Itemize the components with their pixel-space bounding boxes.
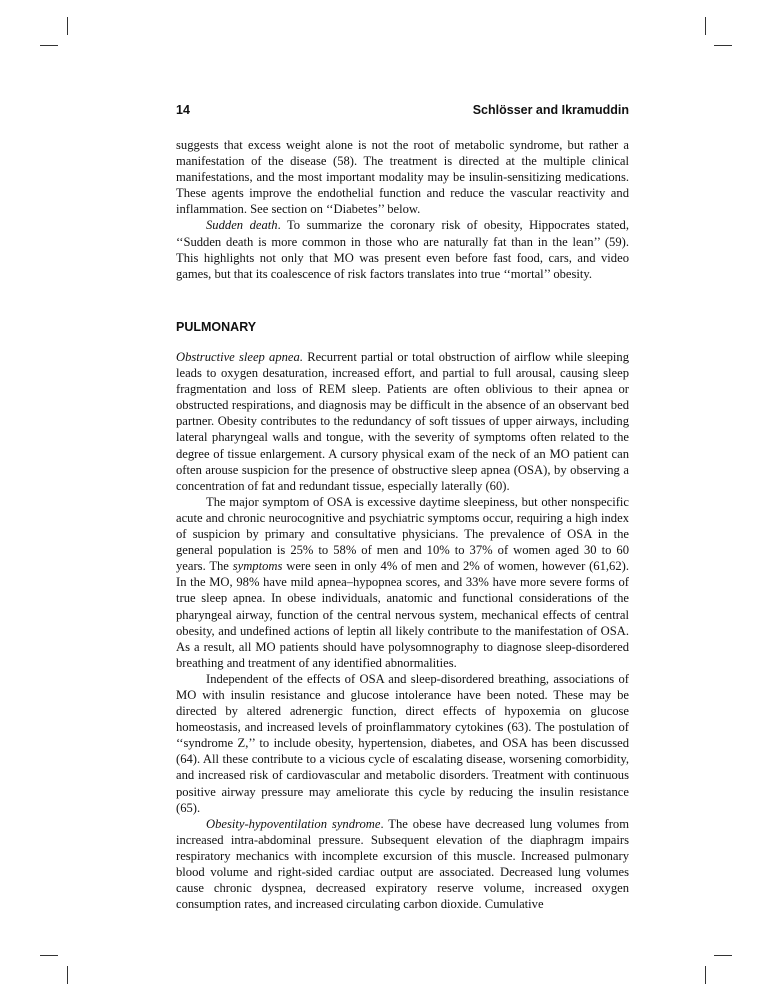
page-number: 14 (176, 103, 190, 117)
paragraph-obstructive-sleep-apnea: Obstructive sleep apnea. Recurrent partial or total obstruction of airflow while sleeping leads to oxygen desaturation, increased effort, and partial to full arousal, causing sleep fragmentation and loss of REM sleep. Patients are often oblivious to their apnea or obstructed respirations, and diagnosis may be difficult in the absence of an observant bed partner. Obesity contributes to the redundancy of soft tissues of upper airways, including lateral pharyngeal walls and tongue, with the severity of symptoms often related to the degree of tissue enlargement. A cursory physical exam of the neck of an MO patient can often arouse suspicion for the presence of obstructive sleep apnea (OSA), by observing a concentration of fat and redundant tissue, especially laterally (60). (176, 350, 630, 493)
paragraph: The major symptom of OSA is excessive daytime sleepiness, but other nonspecific acute and chronic neurocognitive and psychiatric symptoms occur, requiring a high index of suspicion by primary and consultative physicians. The prevalence of OSA in the general population is 25% to 58% of men and 10% to 37% of women aged 30 to 60 years. The symptoms were seen in only 4% of men and 2% of women, however (61,62). In the MO, 98% have mild apnea–hypopnea scores, and 33% have more severe forms of true sleep apnea. In obese individuals, anatomic and functional considerations of the pharyngeal airway, function of the central nervous system, mechanical effects of central obesity, and undefined actions of leptin all likely contribute to the manifestation of OSA. As a result, all MO patients should have polysomnography to diagnose sleep-disordered breathing and treatment of any identified abnormalities. (176, 494, 629, 670)
paragraph-sudden-death: Sudden death. To summarize the coronary risk of obesity, Hippocrates stated, ‘‘Sudden death is more common in those who are naturally fat than in the lean’’ (59). This highlights not only that MO was present even before fast food, cars, and video games, but that its coalescence of risk factors translates into true ‘‘mortal’’ obesity. (176, 218, 629, 281)
crop-mark (714, 955, 732, 956)
pulmonary-section-text (176, 349, 629, 912)
crop-mark (67, 17, 68, 35)
running-head-authors: Schlösser and Ikramuddin (472, 103, 629, 117)
crop-mark (67, 966, 68, 984)
crop-mark (714, 45, 732, 46)
paragraph-obesity-hypoventilation: Obesity-hypoventilation syndrome. The obese have decreased lung volumes from increased intra-abdominal pressure. Subsequent elevation of the diaphragm impairs respiratory mechanics with incomplete excursion of this muscle. Increased pulmonary blood volume and right-sided cardiac output are associated. Decreased lung volumes cause chronic dyspnea, decreased expiratory reserve volume, increased oxygen consumption rates, and increased circulating carbon dioxide. Cumulative (176, 816, 630, 912)
crop-mark (40, 955, 58, 956)
run-in-title: Obesity-hypoventilation syndrome (206, 816, 381, 831)
continuation-text (176, 137, 629, 282)
crop-mark (40, 45, 58, 46)
paragraph: suggests that excess weight alone is not the root of metabolic syndrome, but rather a manifestation of the disease (58). The treatment is directed at the multiple clinical manifestations, and the most important modality may be insulin-sensitizing medications. These agents improve the endothelial function and reduce the vascular reactivity and inflammation. See section on ‘‘Diabetes’’ below. (176, 138, 629, 217)
running-header (176, 103, 629, 117)
section-heading: PULMONARY (176, 320, 257, 334)
run-in-title: Sudden death (206, 218, 278, 233)
run-in-title: Obstructive sleep apnea. (176, 350, 303, 364)
paragraph: Independent of the effects of OSA and sleep-disordered breathing, associations of MO with insulin resistance and glucose intolerance have been noted. These may be directed by altered adrenergic function, direct effects of hypoxemia on glucose homeostasis, and increased levels of proinflammatory cytokines (63). The postulation of ‘‘syndrome Z,’’ to include obesity, hypertension, diabetes, and OSA has been discussed (64). All these contribute to a vicious cycle of escalating disease, worsening comorbidity, and increased risk of cardiovascular and metabolic disorders. Treatment with continuous positive airway pressure may ameliorate this cycle by reducing the insulin resistance (65). (176, 671, 629, 815)
crop-mark (705, 966, 706, 984)
crop-mark (705, 17, 706, 35)
